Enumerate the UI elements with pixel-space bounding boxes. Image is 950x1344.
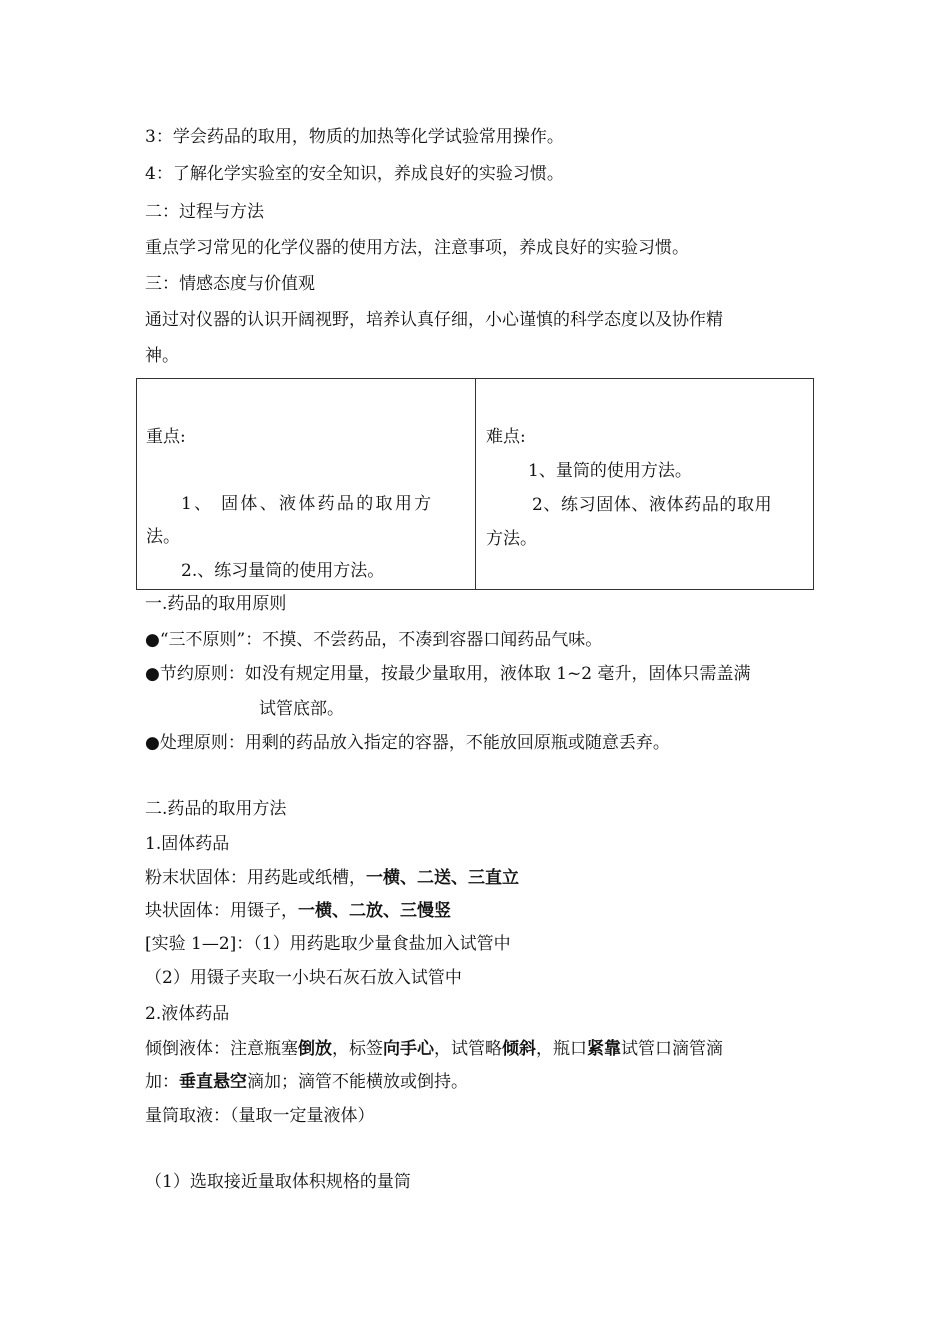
principle-economy-1: ●节约原则：如没有规定用量，按最少量取用，液体取 1~2 毫升，固体只需盖满 [145,664,751,684]
cylinder-step-1: （1）选取接近量取体积规格的量筒 [145,1172,411,1192]
drip-text-1: 加： [145,1072,179,1092]
pour-text-3: ，试管略 [434,1039,502,1059]
pour-text-4: ，瓶口 [536,1039,587,1059]
section-heading-process: 二：过程与方法 [145,202,264,222]
block-solid-text: 块状固体：用镊子， [145,901,298,921]
powder-solid-text: 粉末状固体：用药匙或纸槽， [145,868,366,888]
principle-three-no: ●“三不原则”：不摸、不尝药品，不凑到容器口闻药品气味。 [145,630,603,650]
difficulty-1: 1、量筒的使用方法。 [528,461,692,481]
liquid-heading: 2.液体药品 [145,1004,230,1024]
section-text-process: 重点学习常见的化学仪器的使用方法，注意事项，养成良好的实验习惯。 [145,238,689,258]
principles-heading: 一.药品的取用原则 [145,594,287,614]
key-points-cell [137,379,475,589]
drip-bold-1: 垂直悬空 [179,1072,247,1092]
section-text-attitude-1: 通过对仪器的认识开阔视野，培养认真仔细，小心谨慎的科学态度以及协作精 [145,310,723,330]
principle-economy-2: 试管底部。 [259,699,344,719]
difficulties-label: 难点: [486,427,526,447]
pour-text-1: 倾倒液体：注意瓶塞 [145,1039,298,1059]
key-points-label: 重点: [146,427,186,447]
drip-text-2: 滴加；滴管不能横放或倒持。 [247,1072,468,1092]
experiment-2: （2）用镊子夹取一小块石灰石放入试管中 [145,968,462,988]
pour-text-5: 试管口滴管滴 [621,1039,723,1059]
powder-solid-line [145,866,519,890]
pour-text-2: ，标签 [332,1039,383,1059]
solid-heading: 1.固体药品 [145,834,230,854]
drip-line [145,1070,468,1094]
objective-item-3: 3：学会药品的取用，物质的加热等化学试验常用操作。 [145,127,564,147]
methods-heading: 二.药品的取用方法 [145,799,287,819]
difficulty-2-line1: 2、练习固体、液体药品的取用 [532,495,773,515]
objective-item-4: 4：了解化学实验室的安全知识，养成良好的实验习惯。 [145,164,564,184]
key-difficulty-table [136,378,814,590]
cylinder-heading: 量筒取液：（量取一定量液体） [145,1106,375,1126]
key-point-2: 2.、练习量筒的使用方法。 [181,561,385,581]
powder-solid-steps: 一横、二送、三直立 [366,868,519,888]
section-text-attitude-2: 神。 [145,346,179,366]
difficulty-2-line2: 方法。 [486,529,537,549]
section-heading-attitude: 三：情感态度与价值观 [145,274,315,294]
block-solid-steps: 一横、二放、三慢竖 [298,901,451,921]
key-point-1-line2: 法。 [146,527,180,547]
pour-bold-2: 向手心 [383,1039,434,1059]
experiment-1: [实验 1—2]：（1）用药匙取少量食盐加入试管中 [145,934,511,954]
pour-bold-1: 倒放 [298,1039,332,1059]
key-point-1-line1: 1、 固体、液体药品的取用方 [181,494,434,514]
principle-disposal: ●处理原则：用剩的药品放入指定的容器，不能放回原瓶或随意丢弃。 [145,733,670,753]
pour-bold-3: 倾斜 [502,1039,536,1059]
pour-bold-4: 紧靠 [587,1039,621,1059]
block-solid-line [145,899,451,923]
pour-liquid-line [145,1037,723,1061]
difficulties-cell [476,379,814,589]
